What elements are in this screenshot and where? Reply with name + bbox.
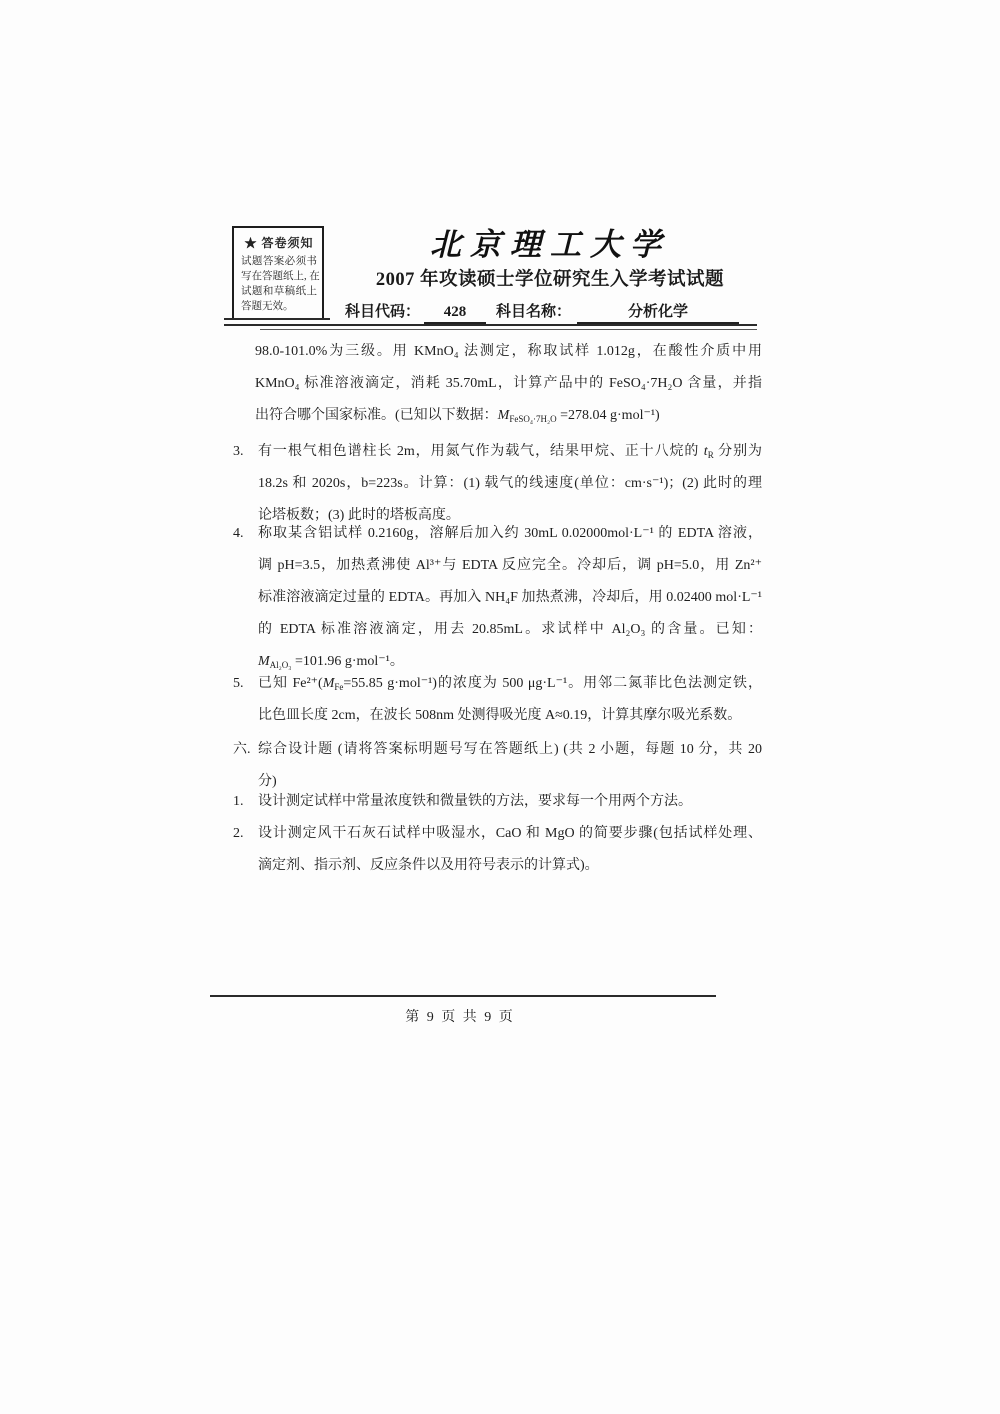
- page-number: 第 9 页 共 9 页: [405, 1010, 515, 1025]
- question-number: 1.: [233, 794, 244, 809]
- question-line: 已知 $Fe^{2+}(M_{Fe}=55.85$ g·mol⁻¹)的浓度为 500 μg·L⁻¹。用邻二氮菲比色法测定铁，: [258, 676, 762, 692]
- design-question-1: [232, 786, 762, 818]
- section-line: 综合设计题 (请将答案标明题号写在答题纸上) (共 2 小题，每题 10 分，共 20: [258, 742, 762, 757]
- notice-line: 写在答题纸上, 在: [241, 271, 320, 282]
- question-number: 2.: [233, 826, 244, 841]
- question-line: 设计测定试样中常量浓度铁和微量铁的方法，要求每一个用两个方法。: [258, 794, 692, 809]
- notice-title: ★ 答卷须知: [244, 236, 314, 250]
- header-rule: [224, 324, 757, 326]
- question-4: [232, 518, 762, 678]
- question-line formula-line: $M_{Al_2O_3} =101.96$ g·mol⁻¹。: [258, 654, 404, 670]
- header-rule-shadow: [260, 329, 757, 330]
- subject-code-value: 428: [424, 304, 486, 324]
- question-2-continuation: [232, 336, 762, 432]
- question-line: KMnO₄ 标准溶液滴定，消耗 35.70mL，计算产品中的 FeSO₄·7H₂O 含量，并指: [255, 376, 762, 391]
- notice-line: 试题和草稿纸上: [241, 286, 317, 297]
- notice-line: 答题无效。: [241, 301, 294, 312]
- section-line: 分): [258, 774, 277, 789]
- question-5: [232, 668, 762, 732]
- question-line: 出符合哪个国家标准。(已知以下数据：$M_{FeSO_4\cdot 7H_2O} =278.04$ g·mol⁻¹): [255, 408, 660, 424]
- question-line: 调 pH=3.5，加热煮沸使 Al³⁺与 EDTA 反应完全。冷却后，调 pH=5.0，用 Zn²⁺: [258, 558, 762, 573]
- question-number: 3.: [233, 444, 244, 459]
- question-number: 5.: [233, 676, 244, 691]
- subject-name-value: 分析化学: [577, 300, 739, 324]
- question-line: 设计测定风干石灰石试样中吸湿水，CaO 和 MgO 的简要步骤(包括试样处理、: [258, 826, 762, 841]
- notice-line: 试题答案必须书: [241, 256, 317, 267]
- design-question-2: [232, 818, 762, 882]
- exam-subtitle: 2007 年攻读硕士学位研究生入学考试试题: [375, 270, 725, 290]
- question-line: 滴定剂、指示剂、反应条件以及用符号表示的计算式)。: [258, 858, 599, 873]
- question-line: 标准溶液滴定过量的 EDTA。再加入 NH₄F 加热煮沸，冷却后，用 0.02400 mol·L⁻¹: [258, 590, 762, 605]
- university-title: 北京理工大学: [430, 227, 670, 263]
- question-line: 称取某含铝试样 0.2160g，溶解后加入约 30mL 0.02000mol·L⁻¹ 的 EDTA 溶液，: [258, 526, 762, 541]
- question-line: 18.2s 和 2020s，b=223s。计算：(1) 载气的线速度(单位：cm·s⁻¹)；(2) 此时的理: [258, 476, 762, 491]
- notice-box: [232, 226, 324, 320]
- question-line: 98.0-101.0%为三级。用 KMnO₄ 法测定，称取试样 1.012g，在酸性介质中用: [255, 344, 762, 359]
- subject-row: [345, 300, 739, 324]
- question-line: 的 EDTA 标准溶液滴定，用去 20.85mL。求试样中 Al₂O₃ 的含量。已知：: [258, 622, 762, 637]
- question-line: 论塔板数；(3) 此时的塔板高度。: [258, 508, 460, 523]
- subject-code-label: 科目代码：: [345, 304, 421, 320]
- footer-rule: [210, 995, 716, 997]
- section-number: 六.: [233, 742, 251, 757]
- question-number: 4.: [233, 526, 244, 541]
- question-line: 有一根气相色谱柱长 2m，用氮气作为载气，结果甲烷、正十八烷的 $t_R$ 分别为: [258, 444, 763, 460]
- question-line: 比色皿长度 2cm，在波长 508nm 处测得吸光度 A≈0.19，计算其摩尔吸光系数。: [258, 708, 742, 723]
- notice-box-underline: [224, 318, 330, 320]
- subject-name-label: 科目名称：: [496, 304, 572, 320]
